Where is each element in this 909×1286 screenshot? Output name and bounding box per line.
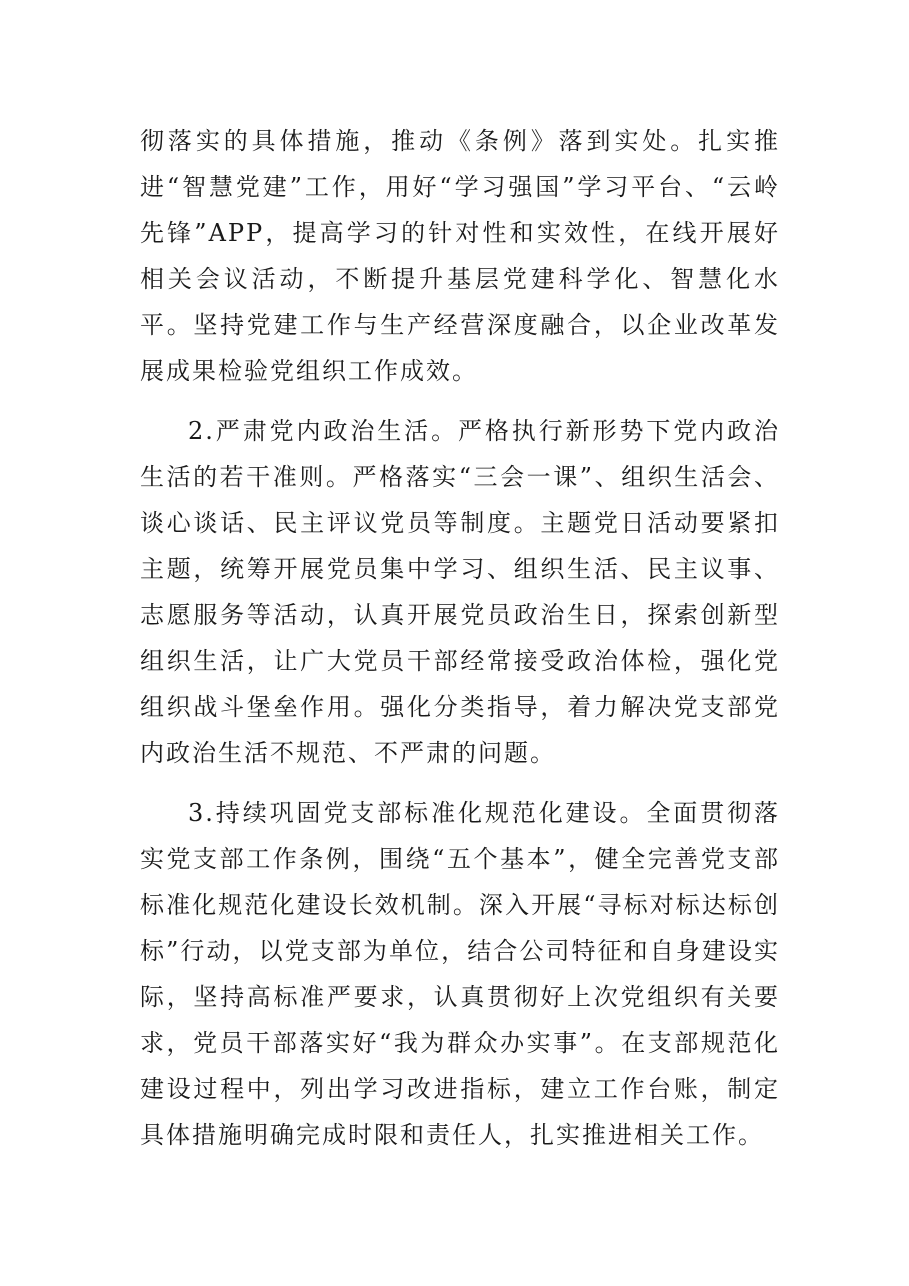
paragraph-branch-standardization: 3.持续巩固党支部标准化规范化建设。全面贯彻落实党支部工作条例，围绕“五个基本”，健全完善党支部标准化规范化建设长效机制。深入开展“寻标对标达标创标”行动，以党支部为单位，结合公司特征和自身建设实际，坚持高标准严要求，认真贯彻好上次党组织有关要求，党员干部落实好“我为群众办实事”。在支部规范化建设过程中，列出学习改进指标，建立工作台账，制定具体措施明确完成时限和责任人，扎实推进相关工作。 bbox=[140, 799, 780, 1149]
paragraph-strict-party-life: 2.严肃党内政治生活。严格执行新形势下党内政治生活的若干准则。严格落实“三会一课”、组织生活会、谈心谈话、民主评议党员等制度。主题党日活动要紧扣主题，统筹开展党员集中学习、组织生活、民主议事、志愿服务等活动，认真开展党员政治生日，探索创新型组织生活，让广大党员干部经常接受政治体检，强化党组织战斗堡垒作用。强化分类指导，着力解决党支部党内政治生活不规范、不严肃的问题。 bbox=[140, 417, 780, 767]
document-body bbox=[140, 118, 780, 1158]
paragraph-continuation: 彻落实的具体措施，推动《条例》落到实处。扎实推进“智慧党建”工作，用好“学习强国”学习平台、“云岭先锋”APP，提高学习的针对性和实效性，在线开展好相关会议活动，不断提升基层党建科学化、智慧化水平。坚持党建工作与生产经营深度融合，以企业改革发展成果检验党组织工作成效。 bbox=[140, 127, 780, 385]
